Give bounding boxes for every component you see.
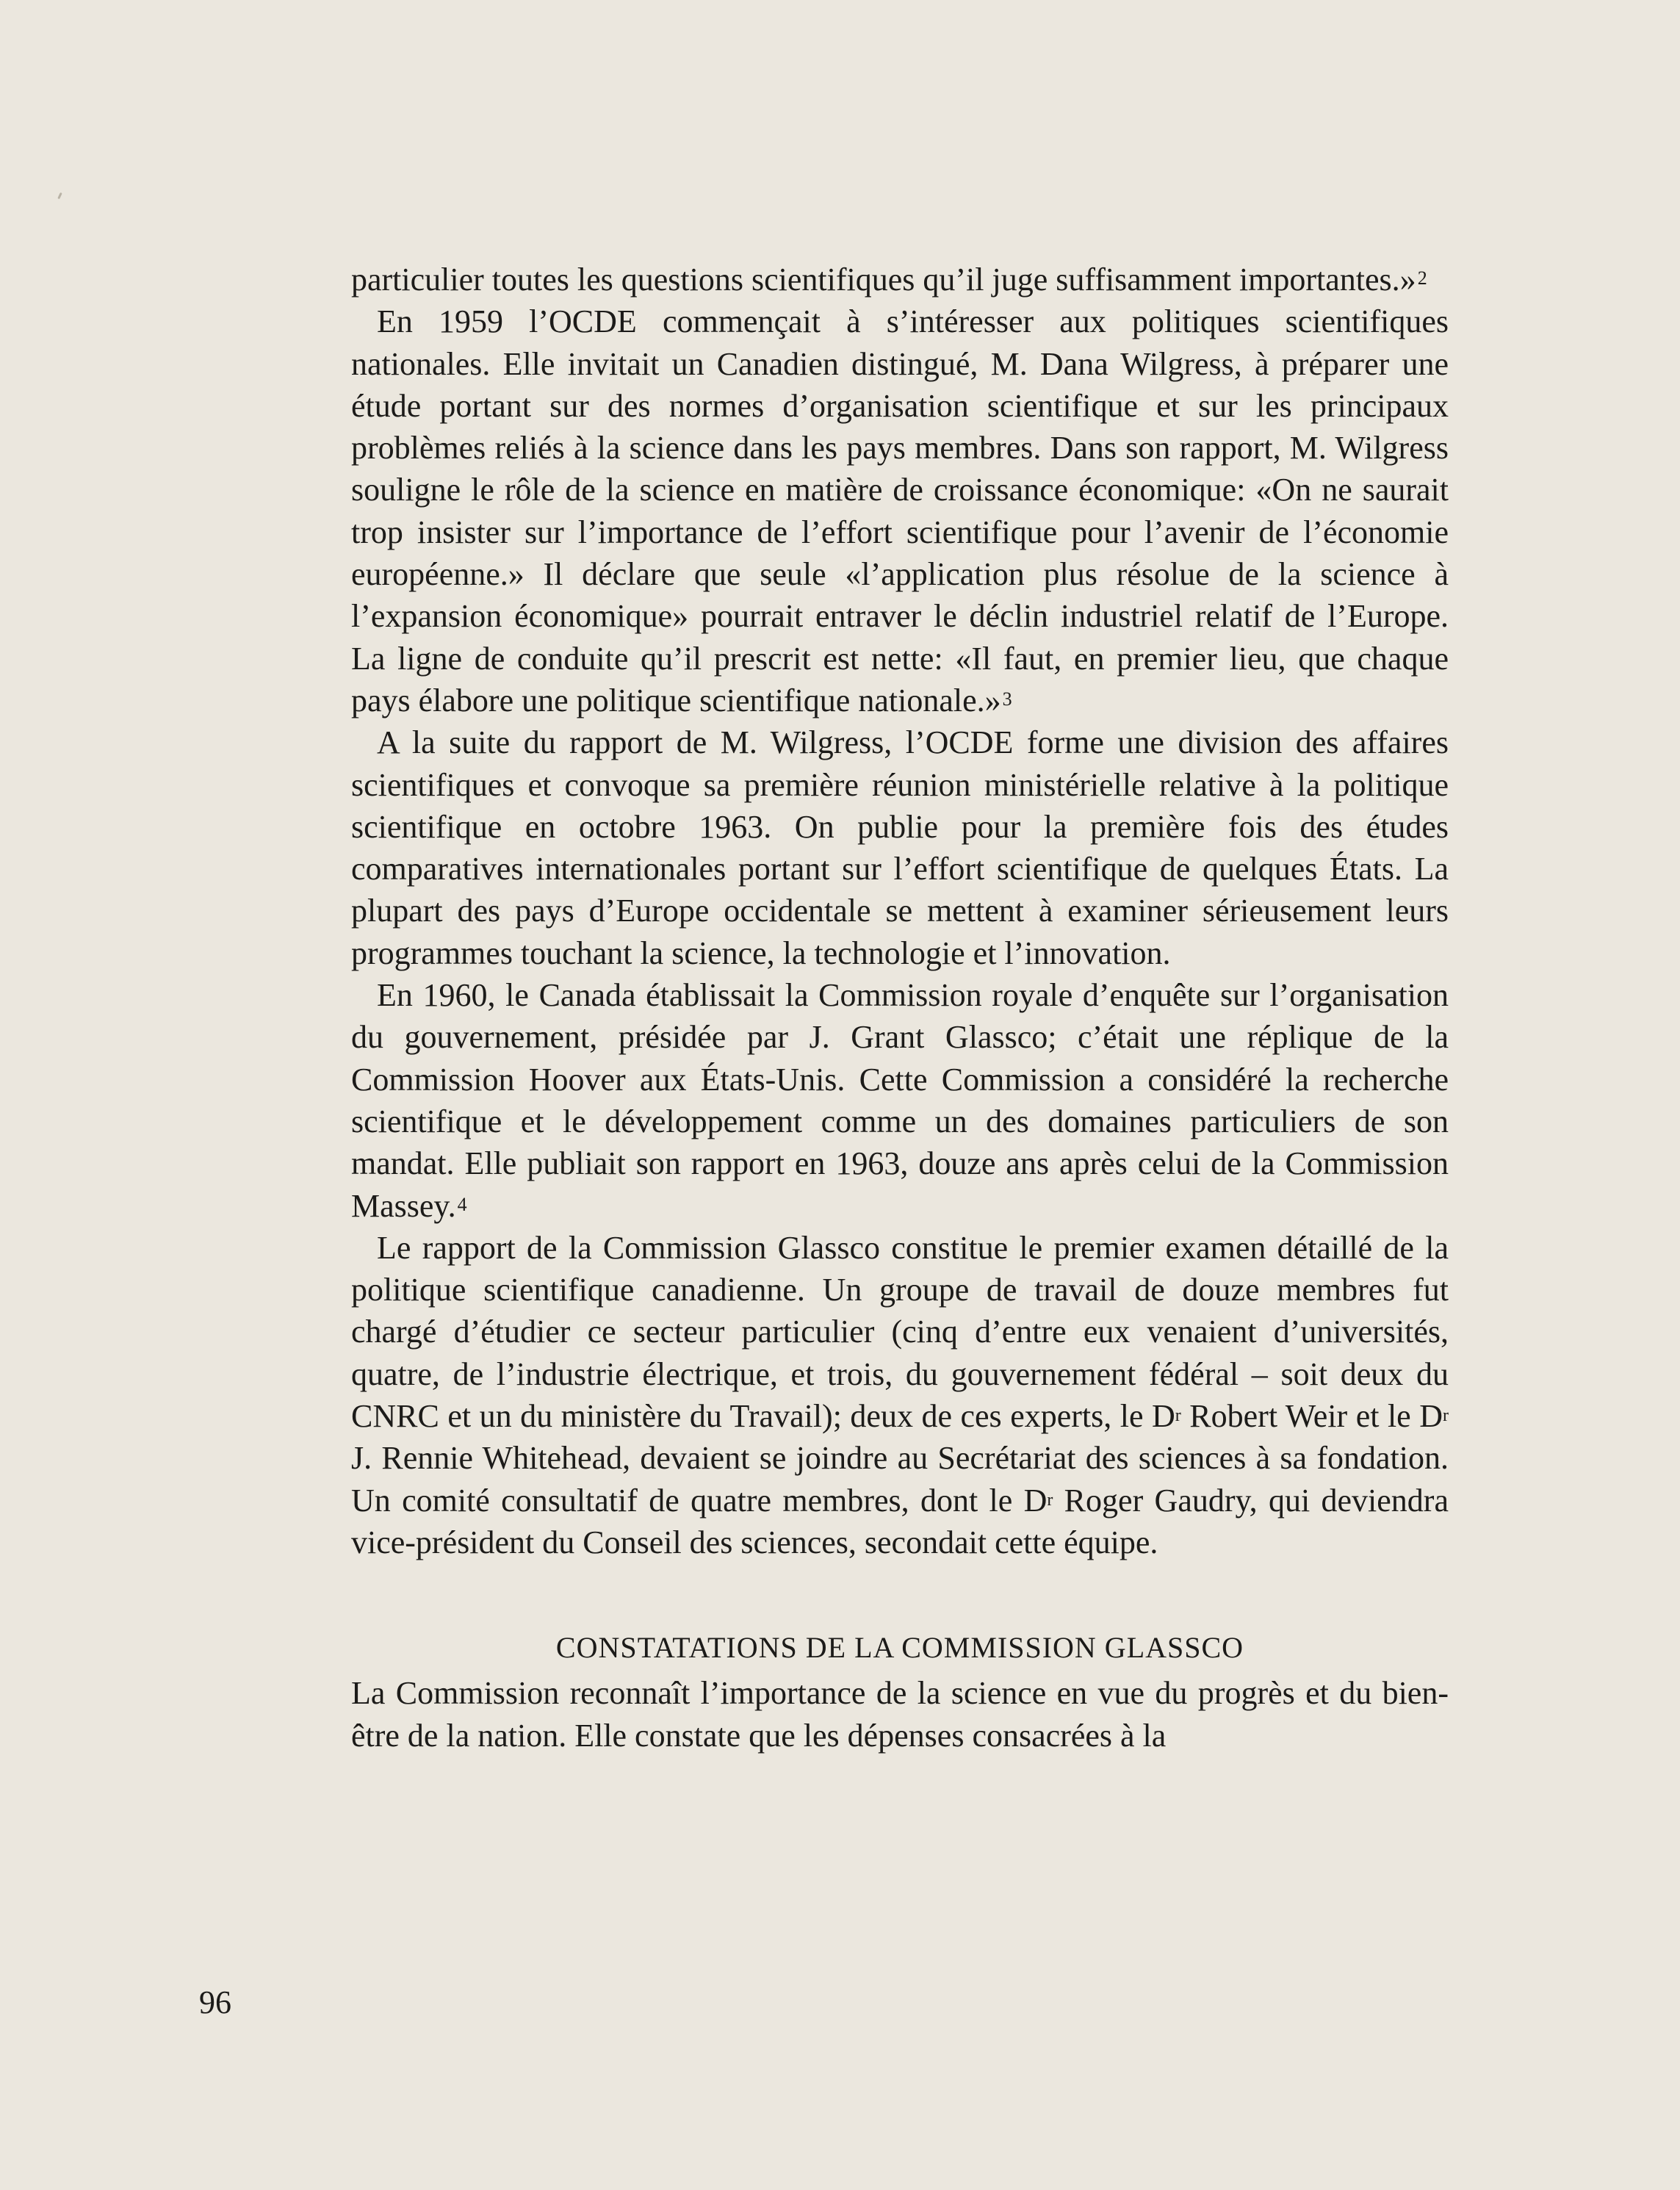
paragraph-2 bbox=[351, 300, 1449, 721]
paper-speck bbox=[57, 192, 62, 199]
doctor-abbrev-sup-1: r bbox=[1175, 1406, 1181, 1426]
section-heading: CONSTATATIONS DE LA COMMISSION GLASSCO bbox=[555, 1631, 1244, 1665]
footnote-ref-2: 2 bbox=[1417, 267, 1427, 289]
paragraph-5-text-c: J. Rennie Whitehead, devaient se joindre au Secrétariat des sciences à sa fondation. Un comité consultatif de quatre membres, dont le D bbox=[351, 1440, 1449, 1519]
footnote-ref-4: 4 bbox=[457, 1193, 467, 1215]
doctor-abbrev-sup-3: r bbox=[1047, 1490, 1053, 1510]
paragraph-1 bbox=[351, 259, 1449, 300]
paragraph-3-text: A la suite du rapport de M. Wilgress, l’OCDE forme une division des affaires scientifiques et convoque sa première réunion ministérielle relative à la politique scientifique en octobre 1963. On publie pour la première fois des études comparatives internationales portant sur l’effort scientifique de quelques États. La plupart des pays d’Europe occidentale se mettent à examiner sérieusement leurs programmes touchant la science, la technologie et l’innovation. bbox=[351, 724, 1449, 971]
paragraph-4 bbox=[351, 974, 1449, 1227]
paragraph-5-text-a: Le rapport de la Commission Glassco constitue le premier examen détaillé de la politique scientifique canadienne. Un groupe de travail de douze membres fut chargé d’étudier ce secteur particulier (cinq d’entre eux venaient d’universités, quatre, de l’industrie électrique, et trois, du gouvernement fédéral – soit deux du CNRC et un du ministère du Travail); deux de ces experts, le D bbox=[351, 1229, 1449, 1435]
paragraph-4-text: En 1960, le Canada établissait la Commission royale d’enquête sur l’organisation du gouvernement, présidée par J. Grant Glassco; c’était une réplique de la Commission Hoover aux États-Unis. Cette Commission a considéré la recherche scientifique et le développement comme un des domaines particuliers de son mandat. Elle publiait son rapport en 1963, douze ans après celui de la Commission Massey. bbox=[351, 977, 1449, 1224]
paragraph-5-text-d: Roger Gaudry, qui deviendra vice-président du Conseil des sciences, secondait cette équipe. bbox=[351, 1482, 1449, 1560]
footnote-ref-3: 3 bbox=[1002, 688, 1012, 710]
body-text bbox=[351, 259, 1449, 1757]
paragraph-2-text: En 1959 l’OCDE commençait à s’intéresser aux politiques scientifiques nationales. Elle invitait un Canadien distingué, M. Dana Wilgress, à préparer une étude portant sur des normes d’organisation scientifique et sur les principaux problèmes reliés à la science dans les pays membres. Dans son rapport, M. Wilgress souligne le rôle de la science en matière de croissance économique: «On ne saurait trop insister sur l’importance de l’effort scientifique pour l’avenir de l’économie européenne.» Il déclare que seule «l’application plus résolue de la science à l’expansion économique» pourrait entraver le déclin industriel relatif de l’Europe. La ligne de conduite qu’il prescrit est nette: «Il faut, en premier lieu, que chaque pays élabore une politique scientifique nationale.» bbox=[351, 303, 1449, 718]
paragraph-5-text-b: Robert Weir et le D bbox=[1180, 1398, 1443, 1435]
paragraph-3 bbox=[351, 721, 1449, 974]
paragraph-5 bbox=[351, 1227, 1449, 1563]
paragraph-1-text: particulier toutes les questions scientifiques qu’il juge suffisamment importantes.» bbox=[351, 262, 1416, 298]
paragraph-6: La Commission reconnaît l’importance de la science en vue du progrès et du bien-être de la nation. Elle constate que les dépenses consacrées à la bbox=[351, 1675, 1449, 1754]
doctor-abbrev-sup-2: r bbox=[1443, 1406, 1449, 1426]
page-number: 96 bbox=[199, 1984, 231, 2020]
